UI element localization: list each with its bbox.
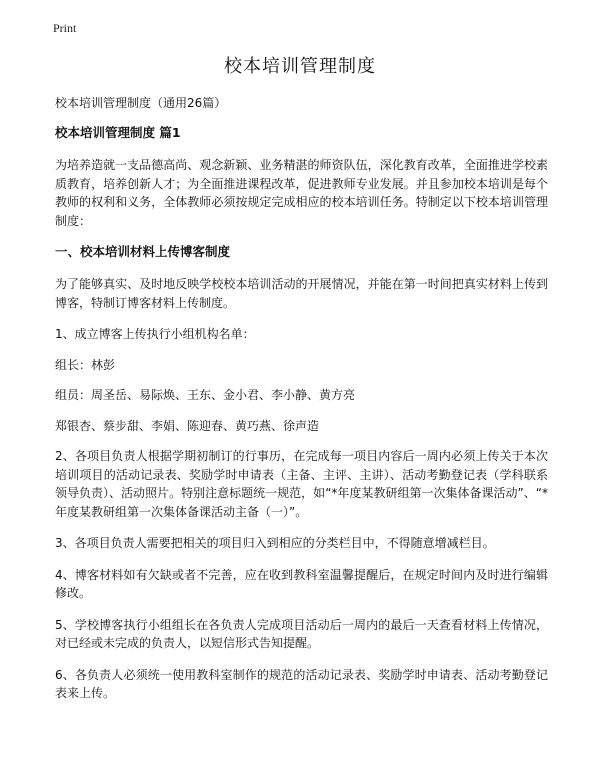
members-line-1: 组员：周圣岳、易际焕、王东、金小君、李小静、黄方亮 (55, 388, 356, 402)
members-line-2: 郑银杏、蔡步甜、李娟、陈迎春、黄巧燕、徐声造 (55, 418, 320, 433)
intro-paragraph: 为培养造就一支品德高尚、观念新颖、业务精湛的师资队伍，深化教育改革，全面推进学校素质教育，培养创新人才；为全面推进课程改革，促进教师专业发展。并且参加校本培训是每个教师的权利和义务，全体教师必须按规定完成相应的校本培训任务。特制定以下校本培训管理制度： (55, 158, 548, 228)
list-item: 4、博客材料如有欠缺或者不完善，应在收到教科室温馨提醒后，在规定时间内及时进行编辑修改。 (55, 567, 548, 600)
section-intro-paragraph: 为了能够真实、及时地反映学校校本培训活动的开展情况，并能在第一时间把真实材料上传到博客，特制订博客材料上传制度。 (55, 277, 548, 310)
leader-line: 组长：林彭 (55, 357, 116, 372)
article-heading: 校本培训管理制度 篇1 (55, 125, 181, 140)
document-title: 校本培训管理制度 (224, 56, 376, 77)
list-item: 6、各负责人必须统一使用教科室制作的规范的活动记录表、奖励学时申请表、活动考勤登记表来上传。 (55, 667, 548, 700)
section-heading: 一、校本培训材料上传博客制度 (55, 244, 231, 259)
document-body (55, 94, 548, 716)
list-item: 3、各项目负责人需要把相关的项目归入到相应的分类栏目中，不得随意增减栏目。 (55, 536, 495, 550)
list-item: 5、学校博客执行小组组长在各负责人完成项目活动后一周内的最后一天查看材料上传情况，对已经或未完成的负责人，以短信形式告知提醒。 (55, 617, 548, 650)
list-item: 2、各项目负责人根据学期初制订的行事历，在完成每一项目内容后一周内必须上传关于本次培训项目的活动记录表、奖励学时申请表（主备、主评、主讲）、活动考勤登记表（学科联系领导负责）、活动照片。特别注意标题统一规范，如“*年度某教研组第一次集体备课活动”、“*年度某教研组第一次集体备课活动主备（一）”。 (55, 449, 548, 519)
list-item: 1、成立博客上传执行小组机构名单： (55, 327, 255, 341)
print-label[interactable]: Print (53, 21, 77, 35)
document-subtitle: 校本培训管理制度（通用26篇） (55, 96, 227, 110)
